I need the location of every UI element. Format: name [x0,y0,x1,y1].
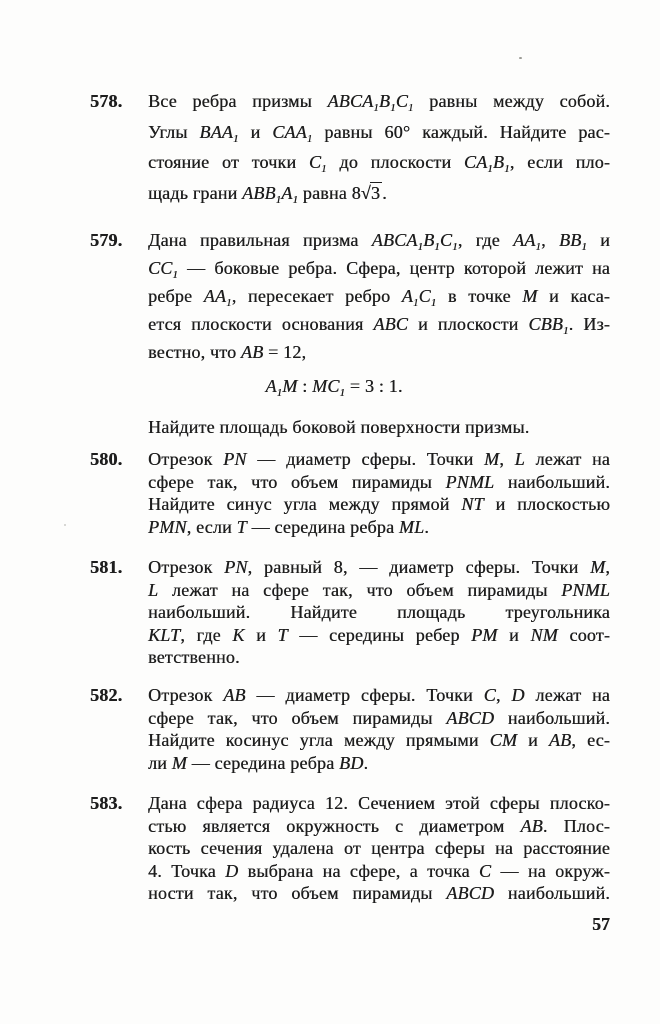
math-variable: $MC_1$ [312,376,346,399]
problem-580 [90,448,610,538]
problem-text-line: вестно, что AB = 12, [148,342,307,362]
math-variable: L [148,579,159,600]
problem-579 [90,226,610,441]
subscript: 1 [430,296,437,309]
math-variable: $CBB_1$ [528,314,569,337]
math-variable: ABCD [446,883,495,904]
problem-text-line: сфере так, что объем пирамиды ABCD наибольший. [148,707,610,728]
math-variable: K [232,624,245,645]
math-variable: ABC [373,314,408,334]
math-variable: $BB_1$ [558,230,587,253]
problem-text-line: $CC_1$ — боковые ребра. Сфера, центр которой лежит на [148,258,610,281]
math-variable: PM [471,624,498,645]
subscript: 1 [417,240,424,253]
problem-text-line: Найдите косинус угла между прямыми CM и AB, ес- [148,730,611,751]
math-variable: $CAA_1$ [272,121,313,145]
problem-text [148,684,610,774]
problem-number: 582. [90,685,123,705]
problem-text-line: PMN, если T — середина ребра ML. [148,516,429,537]
problem-583 [90,792,610,905]
math-variable: PNML [445,471,495,492]
subscript: 1 [581,240,587,253]
math-variable: NT [461,494,484,515]
problem-text-line: ности так, что объем пирамиды ABCD наибольший. [148,883,610,904]
math-variable: AB [240,342,264,362]
math-variable: AB [520,815,543,836]
problem-text [148,448,610,538]
problem-text-line: Найдите площадь боковой поверхности призмы. [148,417,530,437]
math-variable: $A_1M$ [265,376,298,399]
scan-speckle [64,524,66,526]
math-variable: KLT [148,624,181,645]
equation-line: $A_1M$ : $MC_1 = 3$ : 1. [265,376,403,399]
subscript: 1 [339,386,346,399]
math-variable: NM [530,624,558,645]
problem-text-line: 4. Точка D выбрана на сфере, а точка C — на окруж- [148,860,610,881]
math-variable: C [478,860,492,881]
radical-sign: √ [360,182,371,203]
math-variable: $AA_1$ [513,230,542,253]
problem-text-line: наибольший. Найдите площадь треугольника [148,602,610,623]
math-variable: T [277,624,288,645]
problem-text-line: KLT, где K и T — середины ребер PM и NM соот- [148,624,611,645]
math-variable: C [483,685,496,705]
problem-582 [90,684,610,774]
problem-number: 583. [90,793,123,813]
problem-text-line: стояние от точки $C_1$ до плоскости $CA_1B_1$, если пло- [148,152,611,175]
math-variable: D [511,685,525,705]
math-variable: $ABB_1A_1$ [242,182,299,206]
math-variable: PN [223,449,247,469]
math-variable: PNML [561,579,610,600]
math-variable: M [171,752,187,773]
subscript: 1 [306,132,313,145]
problem-text-line: сфере так, что объем пирамиды PNML наибольший. [148,471,610,492]
math-variable: $C_1$ [308,152,327,175]
problem-578 [90,86,610,208]
problem-text-line: Углы $BAA_1$ и $CAA_1$ равны 60° каждый. Найдите рас- [148,121,611,145]
problem-text-line: щадь грани $ABB_1A_1$ равна 8√3 . [148,182,387,206]
subscript: 1 [321,162,327,175]
subscript: 1 [504,162,510,175]
math-variable: $CC_1$ [148,258,179,281]
subscript: 1 [535,240,542,253]
subscript: 1 [172,268,179,281]
subscript: 1 [487,162,493,175]
subscript: 1 [452,240,458,253]
subscript: 1 [292,193,299,206]
problem-text-line: Отрезок PN — диаметр сферы. Точки M, L лежат на [148,449,610,469]
problem-text-line: ется плоскости основания ABC и плоскости $CBB_1$. Из- [148,314,610,337]
problem-text-line: Отрезок AB — диаметр сферы. Точки C, D лежат на [148,685,610,705]
problem-text-line: ветственно. [148,647,240,668]
subscript: 1 [563,324,569,337]
problem-number: 580. [90,449,123,469]
problem-text [148,86,610,208]
problem-text-line: L лежат на сфере так, что объем пирамиды PNML [148,579,610,600]
math-variable: M [522,286,538,306]
page-number: 57 [592,914,610,934]
math-variable: T [236,516,247,537]
math-variable: $CA_1B_1$ [463,152,510,175]
problem-text-line: Все ребра призмы $ABCA_1B_1C_1$ равны между собой. [148,91,610,114]
math-variable: ML [398,516,425,537]
problem-text-line: Дана правильная призма $ABCA_1B_1C_1$, где $AA_1$, $BB_1$ и [148,230,610,253]
problem-text-line: Отрезок PN, равный 8, — диаметр сферы. Точки M, [148,557,610,577]
problem-text [148,556,610,669]
problem-number: 578. [90,91,123,111]
math-variable: L [514,449,525,469]
subscript: 1 [412,296,419,309]
problem-text [148,792,610,905]
math-variable: PN [224,557,248,577]
math-variable: $ABCA_1B_1C_1$ [327,91,414,114]
problem-text [148,226,610,441]
problem-text-line: кость сечения удалена от центра сферы на расстояние [148,838,610,859]
problem-text-line: ли M — середина ребра BD. [148,752,369,773]
math-variable: $A_1C_1$ [401,286,437,309]
subscript: 1 [233,132,239,145]
math-variable: CM [489,730,518,751]
subscript: 1 [434,240,440,253]
problem-text-line: стью является окружность с диаметром AB. Плос- [148,815,610,836]
math-variable: M [484,449,500,469]
subscript: 1 [226,296,232,309]
math-variable: BD [339,752,364,773]
subscript: 1 [276,386,283,399]
math-variable: $ABCA_1B_1C_1$ [371,230,458,253]
math-variable: AB [223,685,246,705]
math-variable: $BAA_1$ [199,121,239,145]
math-variable: ABCD [446,707,495,728]
subscript: 1 [373,101,379,114]
math-variable: M [590,557,606,577]
subscript: 1 [275,193,282,206]
problem-text-line: Найдите синус угла между прямой NT и плоскостью [148,494,611,515]
subscript: 1 [390,101,396,114]
problem-number: 581. [90,557,123,577]
math-variable: D [225,860,239,881]
math-variable: PMN [148,516,187,537]
problem-text-line: ребре $AA_1$, пересекает ребро $A_1C_1$ в точке M и каса- [148,286,610,309]
math-variable: AB [548,730,572,751]
problem-581 [90,556,610,669]
math-variable: $AA_1$ [203,286,232,309]
problem-text-line: Дана сфера радиуса 12. Сечением этой сферы плоско- [148,793,610,813]
subscript: 1 [407,101,414,114]
problem-number: 579. [90,230,123,250]
radicand: 3 [370,182,381,203]
scan-speckle [519,57,522,59]
